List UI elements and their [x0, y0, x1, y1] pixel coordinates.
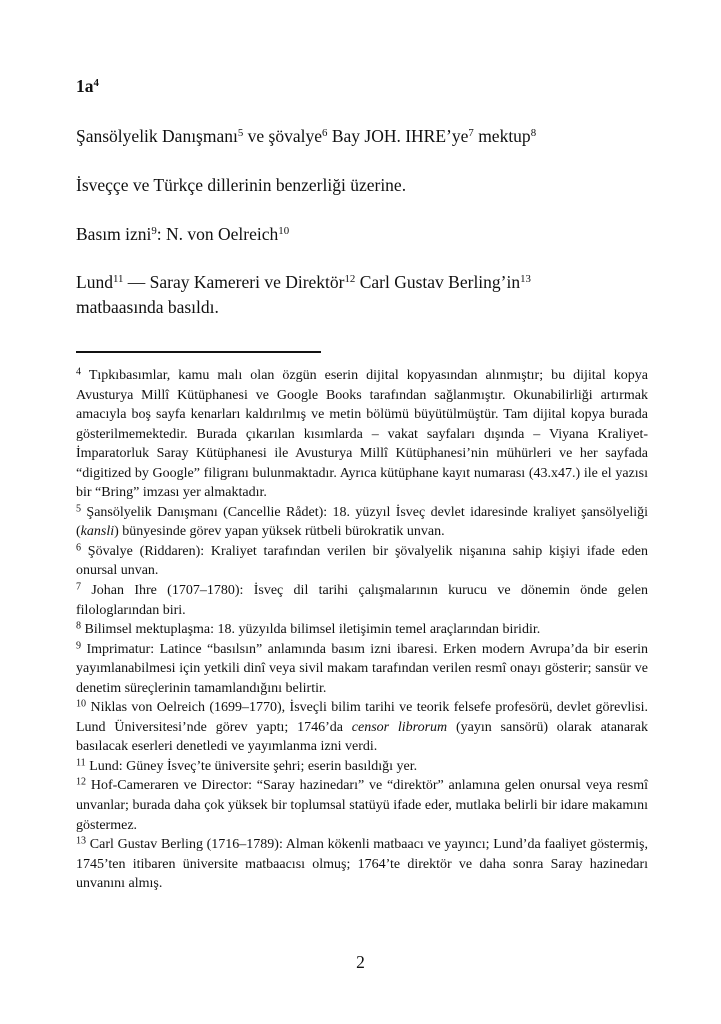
footnote-ref-10[interactable]: 10 [278, 225, 290, 238]
imprimatur-censor: : N. von Oelreich [156, 224, 279, 244]
footnote-ref-11[interactable]: 11 [112, 273, 124, 286]
footnote-5 [76, 503, 648, 542]
footnote-text: Johan Ihre (1707–1780): İsveç dil tarihi çalışmalarının kurucu ve dönemin önde gelen filologlarından biri. [76, 583, 648, 618]
footnote-italic-term: kansli [80, 524, 115, 540]
footnote-text: Niklas von Oelreich (1699–1770), İsveçli bilim tarihi ve teorik felsefe profesörü, devlet görevlisi. Lund Üniversitesi’nde görev yaptı; 1746’da [76, 700, 649, 735]
footnote-7 [76, 581, 648, 620]
footnote-number: 4 [76, 366, 82, 378]
footnote-ref-9[interactable]: 9 [151, 225, 157, 238]
subject-line: İsveççe ve Türkçe dillerinin benzerliği üzerine. [76, 175, 407, 195]
printer-name: Carl Gustav Berling’in [355, 272, 521, 292]
title-part-chancellery: Şansölyelik Danışmanı [76, 126, 238, 146]
footnote-number: 7 [76, 581, 82, 593]
footnote-6 [76, 542, 648, 581]
footnote-text: Tıpkıbasımlar, kamu malı olan özgün eserin dijital kopyasından alınmıştır; bu dijital kopya Avusturya Millî Kütüphanesi ve Google Books tarafından sağlanmıştır. Okunabilirliği artırmak amacıyla boş sayfa kenarları kaldırılmış ve metin bölümü büyütülmüştür. Tam dijital kopya burada gösterilmemektedir. Burada çıkarılan kısımlarda – vakat sayfaları dışında – Viyana Kraliyet-İmparatorluk Saray Kütüphanesi ile Avusturya Millî Kütüphanesi’nin mühürleri ve her sayfada “digitized by Google” filigranı bulunmaktadır. Ayrıca kütüphane kayıt numarası (43.x47.) ile el yazısı bir “Bring” imzası yer almaktadır. [76, 368, 648, 501]
footnote-10 [76, 698, 648, 757]
printer-title: — Saray Kamereri ve Direktör [123, 272, 345, 292]
footnote-11 [76, 757, 648, 777]
footnote-text: Imprimatur: Latince “basılsın” anlamında basım izni ibaresi. Erken modern Avrupa’da bir eserin yayımlanabilmesi için yetkili dinî veya sivil makam tarafından verilen resmî onayı gösterir; sansür ve denetim süreçlerinin tamamlandığını belirtir. [76, 641, 648, 696]
footnote-text: Hof-Cameraren ve Director: “Saray hazinedarı” ve “direktör” anlamına gelen onursal veya resmî unvanlar; burada daha çok yüksek bir toplumsal statüyü ifade eder, mutlaka belirli bir idare makamını göstermez. [76, 778, 649, 833]
footnote-ref-12[interactable]: 12 [344, 273, 356, 286]
footnote-text: Şansölyelik Danışmanı (Cancellie Rådet): 18. yüzyıl İsveç devlet idaresinde kraliyet şansölyeliği ( [76, 504, 649, 540]
footnotes [76, 366, 648, 894]
footnote-8 [76, 620, 648, 640]
footnote-9 [76, 640, 648, 699]
footnote-separator [76, 351, 321, 353]
footnote-ref-5[interactable]: 5 [237, 127, 244, 140]
footnote-ref-7[interactable]: 7 [468, 127, 474, 140]
imprimatur-line [76, 222, 648, 247]
footnote-ref-6[interactable]: 6 [322, 127, 328, 140]
footnote-4 [76, 366, 648, 503]
footnote-text: ) bünyesinde görev yapan yüksek rütbeli bürokratik unvan. [114, 524, 445, 540]
page-number: 2 [356, 952, 365, 972]
footnote-ref-13[interactable]: 13 [520, 273, 531, 286]
printer-line [76, 270, 648, 320]
printer-place: Lund [76, 272, 113, 292]
footnote-text: Carl Gustav Berling (1716–1789): Alman kökenli matbaacı ve yayıncı; Lund’da faaliyet göstermiş, 1745’ten itibaren üniversite matbaacısı olmuş; 1764’te direktör ve daha sonra Saray hazinedarı unvanını almış. [76, 837, 648, 892]
footnote-12 [76, 776, 648, 835]
title-part-knight: ve şövalye [243, 126, 323, 146]
imprimatur-label: Basım izni [76, 224, 152, 244]
footnote-number: 10 [76, 698, 87, 710]
footnote-italic-term: censor librorum [351, 719, 448, 735]
footnote-number: 11 [76, 757, 86, 769]
footnote-text: Lund: Güney İsveç’te üniversite şehri; eserin basıldığı yer. [89, 758, 418, 774]
footnote-text: Bilimsel mektuplaşma: 18. yüzyılda bilimsel iletişimin temel araçlarından biridir. [84, 622, 541, 638]
footnote-number: 9 [76, 640, 82, 652]
printer-workshop: matbaasında basıldı. [76, 297, 219, 317]
footnote-number: 12 [76, 776, 87, 788]
footnote-number: 8 [76, 620, 82, 632]
footnote-ref-4[interactable]: 4 [93, 77, 99, 90]
footnote-number: 13 [76, 835, 87, 847]
title-line [76, 124, 648, 149]
section-heading [76, 74, 648, 99]
title-part-ihre: Bay JOH. IHRE’ye [327, 126, 469, 146]
footnote-text: (yayın sansörü) olarak atanarak basılacak eserleri denetledi ve yayımlanma izni verdi. [76, 719, 648, 755]
footnote-number: 6 [76, 542, 82, 554]
footnote-ref-8[interactable]: 8 [530, 127, 537, 140]
footnote-13 [76, 835, 648, 894]
footnote-number: 5 [76, 503, 82, 515]
heading-text: 1a [76, 76, 94, 96]
footnote-text: Şövalye (Riddaren): Kraliyet tarafından verilen bir şövalyelik nişanına sahip kişiyi ifade eden onursal unvan. [76, 543, 648, 579]
title-part-letter: mektup [473, 126, 531, 146]
